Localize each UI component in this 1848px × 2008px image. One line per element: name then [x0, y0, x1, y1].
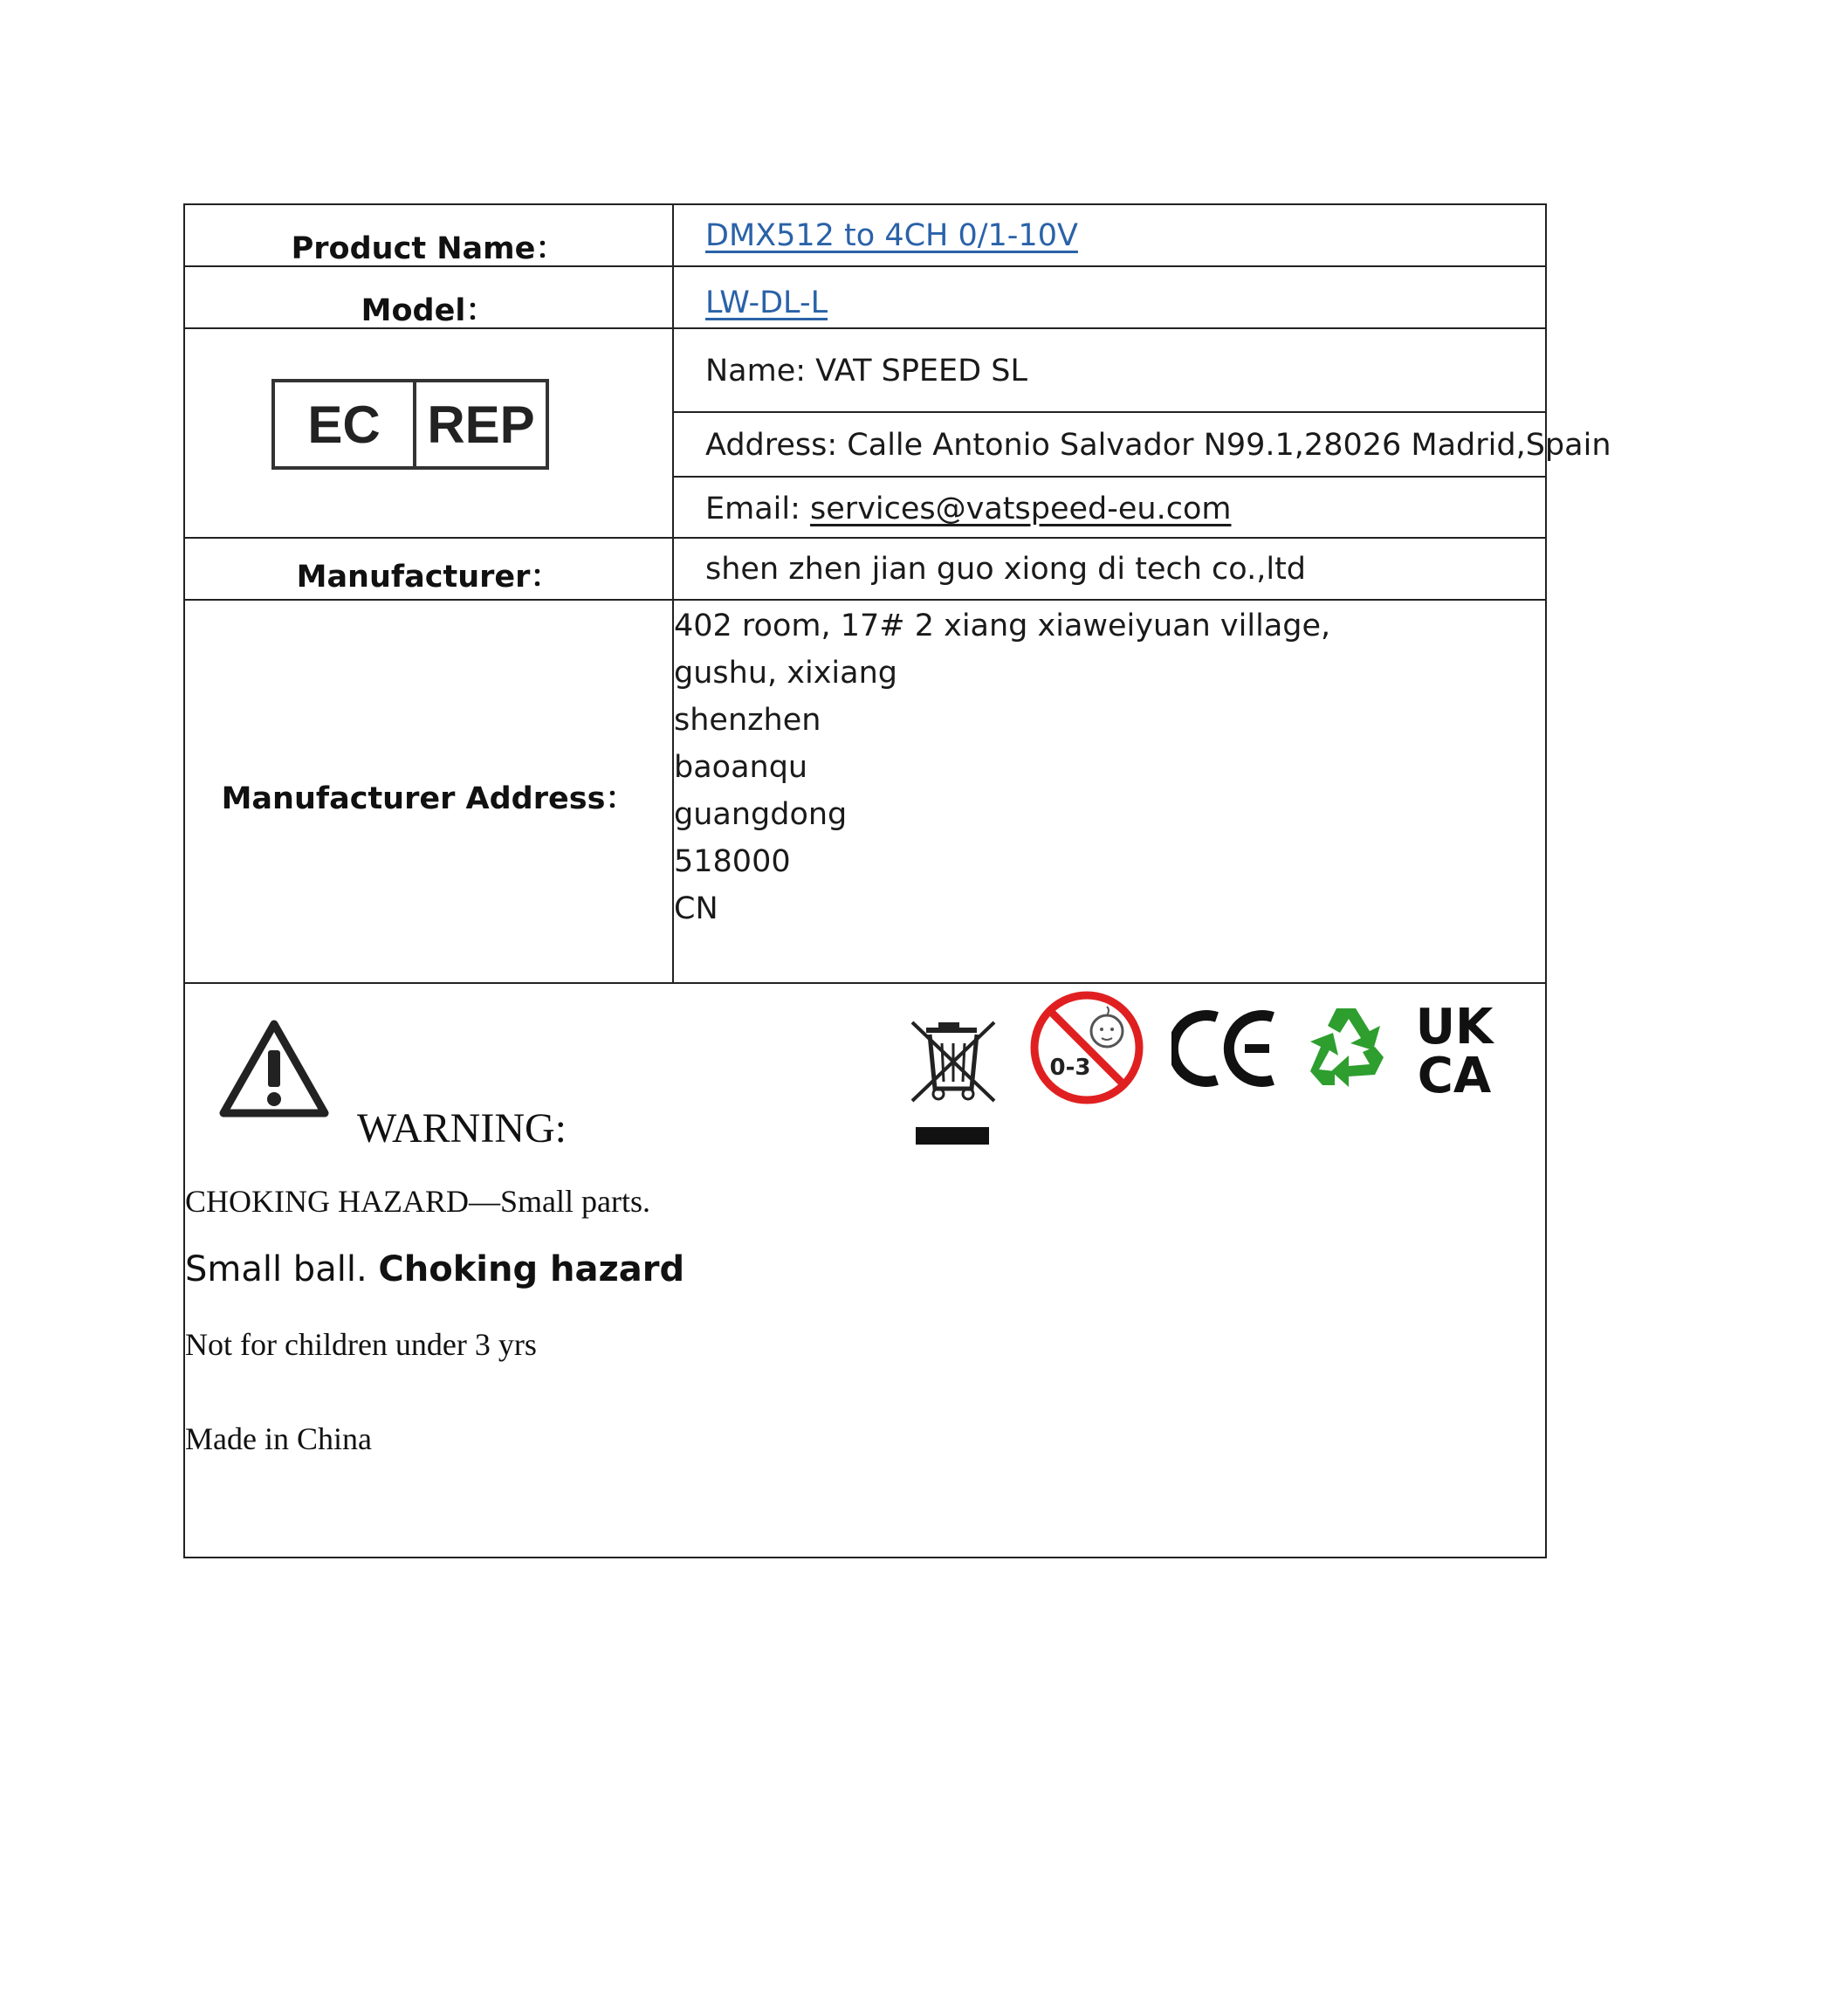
ce-mark-icon [1171, 1008, 1280, 1089]
ukca-mark-icon [1409, 1001, 1505, 1097]
weee-bin-icon [909, 1017, 1000, 1148]
ec-rep-address: Address: Calle Antonio Salvador N99.1,28026 Madrid,Spain [705, 428, 1611, 463]
manufacturer-label: Manufacturer： [296, 560, 561, 595]
address-line: 518000 [674, 844, 791, 879]
warning-line-age: Not for children under 3 yrs [185, 1327, 537, 1362]
row-divider [185, 982, 1545, 984]
ec-rep-name: Name: VAT SPEED SL [705, 354, 1027, 389]
ec-rep-email [705, 492, 1231, 526]
ukca-top-text: UK [1415, 1001, 1494, 1056]
warning-triangle-icon [216, 1017, 332, 1120]
address-line: CN [674, 891, 718, 926]
product-name-value[interactable]: DMX512 to 4CH 0/1-10V [705, 218, 1078, 253]
email-prefix: Email: [705, 492, 811, 526]
row-divider [672, 476, 1547, 478]
address-line: 402 room, 17# 2 xiang xiaweiyuan village, [674, 609, 1331, 643]
warning-title: WARNING: [357, 1105, 567, 1152]
warning-line-small-ball [185, 1249, 684, 1289]
age-label: 0-3 [1049, 1055, 1091, 1081]
ec-rep-badge [271, 379, 549, 470]
product-info-table [183, 203, 1611, 1558]
rep-badge-text: REP [427, 395, 535, 454]
ukca-bottom-text: CA [1417, 1048, 1492, 1097]
small-ball-text: Small ball. [185, 1249, 379, 1289]
model-label: Model： [361, 293, 497, 328]
ec-badge-text: EC [275, 382, 416, 466]
address-line: guangdong [674, 797, 848, 832]
product-name-label: Product Name： [291, 231, 567, 266]
row-divider [185, 599, 1545, 601]
email-link[interactable]: services@vatspeed-eu.com [810, 492, 1232, 526]
manufacturer-address-label: Manufacturer Address： [221, 781, 636, 816]
address-line: gushu, xixiang [674, 656, 897, 691]
row-divider [185, 537, 1545, 539]
address-line: baoanqu [674, 750, 808, 785]
warning-line-choking: CHOKING HAZARD—Small parts. [185, 1184, 650, 1219]
row-divider [672, 411, 1547, 413]
model-value[interactable]: LW-DL-L [705, 285, 828, 320]
age-restriction-icon [1028, 989, 1145, 1106]
choking-hazard-text: Choking hazard [378, 1249, 685, 1289]
made-in-label: Made in China [185, 1421, 372, 1456]
address-line: shenzhen [674, 703, 821, 738]
recycle-icon [1300, 1001, 1392, 1096]
manufacturer-value: shen zhen jian guo xiong di tech co.,ltd [705, 552, 1307, 587]
